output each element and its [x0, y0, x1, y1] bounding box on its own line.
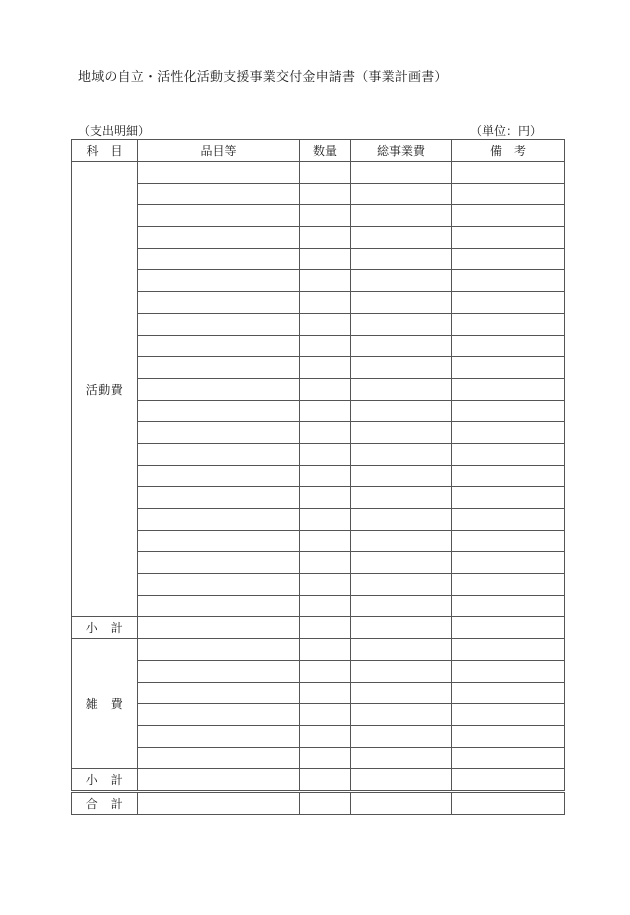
- item-cell[interactable]: [138, 378, 300, 400]
- table-row: [72, 487, 565, 509]
- item-cell[interactable]: [138, 270, 300, 292]
- table-row: [72, 292, 565, 314]
- quantity-cell[interactable]: [300, 487, 351, 509]
- item-cell[interactable]: [138, 465, 300, 487]
- table-row: [72, 530, 565, 552]
- quantity-cell[interactable]: [300, 183, 351, 205]
- item-cell[interactable]: [138, 400, 300, 422]
- table-row: [72, 747, 565, 769]
- total-cost-cell[interactable]: [351, 617, 452, 639]
- misc-subtotal-label: 小 計: [72, 769, 138, 792]
- remarks-cell[interactable]: [452, 682, 565, 704]
- item-cell[interactable]: [138, 660, 300, 682]
- quantity-cell[interactable]: [300, 162, 351, 184]
- remarks-cell[interactable]: [452, 313, 565, 335]
- total-cost-cell[interactable]: [351, 357, 452, 379]
- header-quantity: 数量: [300, 140, 351, 162]
- total-cost-cell[interactable]: [351, 422, 452, 444]
- total-cost-cell[interactable]: [351, 660, 452, 682]
- header-total-cost: 総事業費: [351, 140, 452, 162]
- quantity-cell[interactable]: [300, 443, 351, 465]
- remarks-cell[interactable]: [452, 422, 565, 444]
- quantity-cell[interactable]: [300, 704, 351, 726]
- quantity-cell[interactable]: [300, 227, 351, 249]
- remarks-cell[interactable]: [452, 509, 565, 531]
- remarks-cell[interactable]: [452, 443, 565, 465]
- remarks-cell[interactable]: [452, 574, 565, 596]
- remarks-cell[interactable]: [452, 162, 565, 184]
- quantity-cell[interactable]: [300, 270, 351, 292]
- remarks-cell[interactable]: [452, 704, 565, 726]
- item-cell[interactable]: [138, 487, 300, 509]
- remarks-cell[interactable]: [452, 378, 565, 400]
- table-row: [72, 443, 565, 465]
- item-cell[interactable]: [138, 313, 300, 335]
- table-row: [72, 682, 565, 704]
- item-cell[interactable]: [138, 248, 300, 270]
- misc-cost-label: 雑 費: [72, 639, 138, 769]
- remarks-cell[interactable]: [452, 552, 565, 574]
- remarks-cell[interactable]: [452, 292, 565, 314]
- quantity-cell[interactable]: [300, 422, 351, 444]
- item-cell[interactable]: [138, 422, 300, 444]
- quantity-cell[interactable]: [300, 313, 351, 335]
- table-body: [72, 162, 565, 815]
- item-cell[interactable]: [138, 205, 300, 227]
- item-cell[interactable]: [138, 791, 300, 814]
- quantity-cell[interactable]: [300, 617, 351, 639]
- quantity-cell[interactable]: [300, 335, 351, 357]
- quantity-cell[interactable]: [300, 205, 351, 227]
- total-cost-cell[interactable]: [351, 162, 452, 184]
- item-cell[interactable]: [138, 443, 300, 465]
- table-row: [72, 509, 565, 531]
- item-cell[interactable]: [138, 357, 300, 379]
- remarks-cell[interactable]: [452, 639, 565, 661]
- remarks-cell[interactable]: [452, 227, 565, 249]
- total-cost-cell[interactable]: [351, 227, 452, 249]
- remarks-cell[interactable]: [452, 617, 565, 639]
- item-cell[interactable]: [138, 769, 300, 792]
- table-row: [72, 183, 565, 205]
- total-cost-cell[interactable]: [351, 443, 452, 465]
- total-cost-cell[interactable]: [351, 769, 452, 792]
- table-row: [72, 574, 565, 596]
- quantity-cell[interactable]: [300, 292, 351, 314]
- quantity-cell[interactable]: [300, 747, 351, 769]
- table-row: [72, 357, 565, 379]
- table-row: [72, 639, 565, 661]
- quantity-cell[interactable]: [300, 725, 351, 747]
- table-row: [72, 335, 565, 357]
- table-row: [72, 595, 565, 617]
- expense-table: [71, 139, 565, 815]
- remarks-cell[interactable]: [452, 357, 565, 379]
- item-cell[interactable]: [138, 725, 300, 747]
- expense-detail-caption: （支出明細）: [78, 124, 151, 138]
- quantity-cell[interactable]: [300, 791, 351, 814]
- table-row: [72, 248, 565, 270]
- total-cost-cell[interactable]: [351, 747, 452, 769]
- total-cost-cell[interactable]: [351, 682, 452, 704]
- remarks-cell[interactable]: [452, 205, 565, 227]
- remarks-cell[interactable]: [452, 660, 565, 682]
- item-cell[interactable]: [138, 227, 300, 249]
- total-cost-cell[interactable]: [351, 378, 452, 400]
- total-cost-cell[interactable]: [351, 595, 452, 617]
- item-cell[interactable]: [138, 292, 300, 314]
- item-cell[interactable]: [138, 162, 300, 184]
- total-cost-cell[interactable]: [351, 292, 452, 314]
- item-cell[interactable]: [138, 639, 300, 661]
- table-row: [72, 270, 565, 292]
- quantity-cell[interactable]: [300, 682, 351, 704]
- quantity-cell[interactable]: [300, 509, 351, 531]
- remarks-cell[interactable]: [452, 400, 565, 422]
- total-cost-cell[interactable]: [351, 509, 452, 531]
- remarks-cell[interactable]: [452, 487, 565, 509]
- quantity-cell[interactable]: [300, 378, 351, 400]
- quantity-cell[interactable]: [300, 357, 351, 379]
- quantity-cell[interactable]: [300, 769, 351, 792]
- header-subject: 科 目: [72, 140, 138, 162]
- item-cell[interactable]: [138, 704, 300, 726]
- item-cell[interactable]: [138, 335, 300, 357]
- quantity-cell[interactable]: [300, 552, 351, 574]
- header-row: [72, 140, 565, 162]
- table-row: [72, 465, 565, 487]
- activity-cost-label: 活動費: [72, 162, 138, 617]
- remarks-cell[interactable]: [452, 248, 565, 270]
- total-cost-cell[interactable]: [351, 400, 452, 422]
- item-cell[interactable]: [138, 682, 300, 704]
- total-cost-cell[interactable]: [351, 248, 452, 270]
- table-row: [72, 660, 565, 682]
- table-row: [72, 378, 565, 400]
- item-cell[interactable]: [138, 530, 300, 552]
- unit-caption: （単位：円）: [469, 124, 542, 138]
- remarks-cell[interactable]: [452, 183, 565, 205]
- header-items: 品目等: [138, 140, 300, 162]
- quantity-cell[interactable]: [300, 595, 351, 617]
- total-cost-cell[interactable]: [351, 183, 452, 205]
- grand-total-label: 合 計: [72, 791, 138, 814]
- table-row: [72, 162, 565, 184]
- subtotal-row: [72, 617, 565, 639]
- grand-total-row: [72, 791, 565, 814]
- remarks-cell[interactable]: [452, 335, 565, 357]
- remarks-cell[interactable]: [452, 769, 565, 792]
- remarks-cell[interactable]: [452, 791, 565, 814]
- item-cell[interactable]: [138, 509, 300, 531]
- remarks-cell[interactable]: [452, 595, 565, 617]
- table-row: [72, 205, 565, 227]
- table-row: [72, 313, 565, 335]
- document-title: 地域の自立・活性化活動支援事業交付金申請書（事業計画書）: [78, 70, 448, 85]
- subtotal-row: [72, 769, 565, 792]
- remarks-cell[interactable]: [452, 725, 565, 747]
- total-cost-cell[interactable]: [351, 335, 452, 357]
- total-cost-cell[interactable]: [351, 574, 452, 596]
- table-row: [72, 400, 565, 422]
- total-cost-cell[interactable]: [351, 465, 452, 487]
- total-cost-cell[interactable]: [351, 530, 452, 552]
- quantity-cell[interactable]: [300, 248, 351, 270]
- header-remarks: 備 考: [452, 140, 565, 162]
- table-row: [72, 552, 565, 574]
- item-cell[interactable]: [138, 617, 300, 639]
- activity-subtotal-label: 小 計: [72, 617, 138, 639]
- table-row: [72, 704, 565, 726]
- total-cost-cell[interactable]: [351, 205, 452, 227]
- quantity-cell[interactable]: [300, 400, 351, 422]
- total-cost-cell[interactable]: [351, 270, 452, 292]
- quantity-cell[interactable]: [300, 530, 351, 552]
- total-cost-cell[interactable]: [351, 725, 452, 747]
- item-cell[interactable]: [138, 552, 300, 574]
- total-cost-cell[interactable]: [351, 313, 452, 335]
- quantity-cell[interactable]: [300, 639, 351, 661]
- quantity-cell[interactable]: [300, 465, 351, 487]
- quantity-cell[interactable]: [300, 660, 351, 682]
- remarks-cell[interactable]: [452, 465, 565, 487]
- quantity-cell[interactable]: [300, 574, 351, 596]
- total-cost-cell[interactable]: [351, 487, 452, 509]
- table-row: [72, 422, 565, 444]
- remarks-cell[interactable]: [452, 747, 565, 769]
- remarks-cell[interactable]: [452, 270, 565, 292]
- item-cell[interactable]: [138, 595, 300, 617]
- total-cost-cell[interactable]: [351, 552, 452, 574]
- remarks-cell[interactable]: [452, 530, 565, 552]
- total-cost-cell[interactable]: [351, 639, 452, 661]
- total-cost-cell[interactable]: [351, 791, 452, 814]
- item-cell[interactable]: [138, 747, 300, 769]
- item-cell[interactable]: [138, 183, 300, 205]
- item-cell[interactable]: [138, 574, 300, 596]
- table-row: [72, 227, 565, 249]
- total-cost-cell[interactable]: [351, 704, 452, 726]
- table-row: [72, 725, 565, 747]
